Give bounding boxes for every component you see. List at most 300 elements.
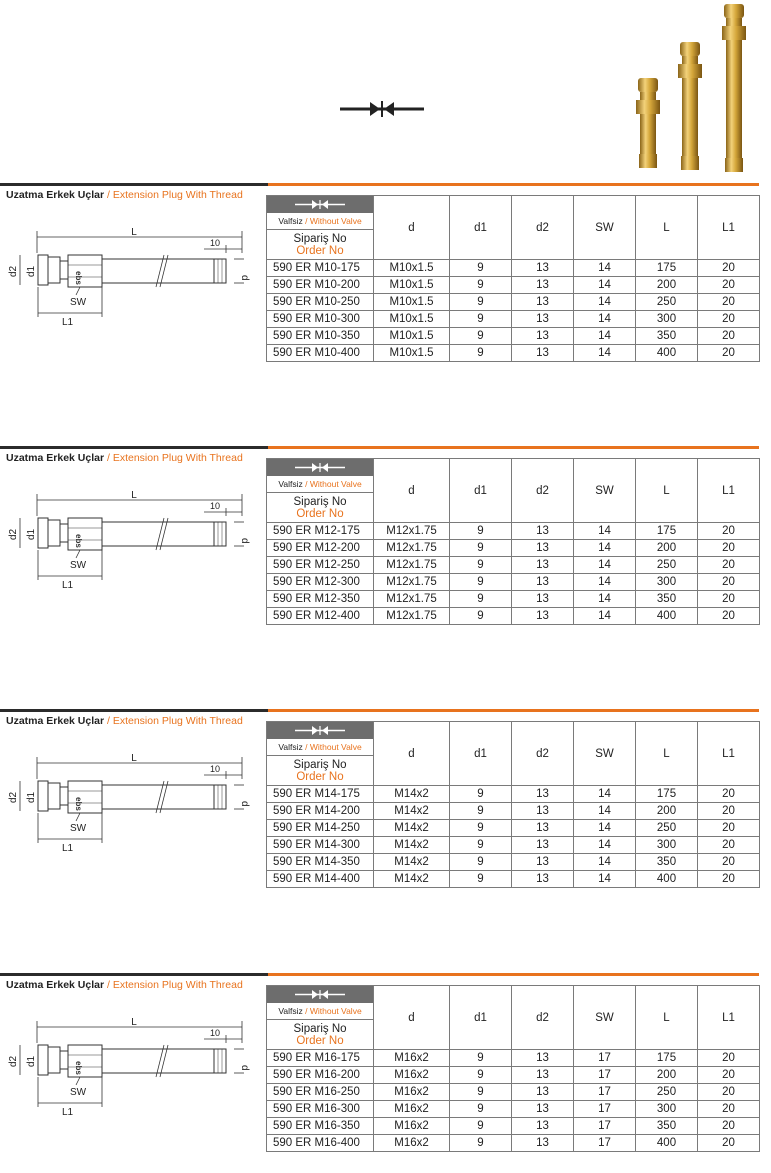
spec-cell: 13 [512,277,574,294]
dim-d-label: d [239,1065,250,1071]
col-header: d1 [450,722,512,786]
spec-cell: M10x1.5 [374,311,450,328]
spec-cell: M16x2 [374,1101,450,1118]
dim-d2-label: d2 [8,528,19,540]
valve-type-label [267,476,373,493]
table-row [267,854,760,871]
order-no-cell: 590 ER M14-300 [267,837,374,854]
spec-cell: 9 [450,1050,512,1067]
valve-tr: Valfsiz [278,1006,303,1016]
spec-cell: 20 [698,871,760,888]
valve-tr: Valfsiz [278,742,303,752]
spec-cell: 20 [698,1084,760,1101]
order-header [267,722,374,786]
spec-cell: 13 [512,1118,574,1135]
spec-cell: M14x2 [374,854,450,871]
spec-cell: M16x2 [374,1050,450,1067]
dim-d2-label: d2 [8,265,19,277]
section-title-separator: / [106,979,110,991]
spec-cell: 20 [698,557,760,574]
spec-cell: 13 [512,1135,574,1152]
col-header: SW [574,459,636,523]
valve-type-label [267,213,373,230]
spec-cell: M12x1.75 [374,574,450,591]
spec-cell: 13 [512,1101,574,1118]
section-title [6,979,243,991]
spec-table [266,458,760,625]
spec-cell: 13 [512,820,574,837]
section-divider-orange [268,446,759,449]
spec-cell: 350 [636,1118,698,1135]
spec-cell: 14 [574,523,636,540]
spec-cell: 20 [698,837,760,854]
spec-cell: M14x2 [374,786,450,803]
dim-d1-label: d1 [26,528,37,540]
technical-drawing [4,223,264,343]
section-divider-dark [0,183,268,186]
valve-en: Without Valve [309,742,362,752]
brand-mark-label: ebs [74,271,83,285]
spec-cell: 175 [636,260,698,277]
dim-10-label: 10 [209,764,221,774]
col-header: d [374,459,450,523]
col-header: d2 [512,722,574,786]
table-row [267,820,760,837]
spec-cell: 13 [512,1084,574,1101]
spec-cell: 300 [636,837,698,854]
spec-cell: 350 [636,591,698,608]
order-no-cell: 590 ER M12-200 [267,540,374,557]
spec-cell: 17 [574,1067,636,1084]
dim-L1-label: L1 [62,317,74,328]
order-tr: Sipariş No [293,496,347,508]
section-title-tr: Uzatma Erkek Uçlar [6,452,105,464]
brand-mark-label: ebs [74,797,83,811]
dim-SW-label: SW [70,560,87,571]
spec-cell: M14x2 [374,871,450,888]
spec-cell: 14 [574,871,636,888]
spec-cell: 13 [512,591,574,608]
spec-cell: 9 [450,345,512,362]
spec-cell: 9 [450,1067,512,1084]
spec-cell: 200 [636,803,698,820]
col-header: L [636,986,698,1050]
spec-cell: 14 [574,837,636,854]
spec-cell: 350 [636,854,698,871]
spec-table [266,195,760,362]
section-divider-dark [0,709,268,712]
section-divider-orange [268,709,759,712]
spec-cell: M10x1.5 [374,260,450,277]
table-row [267,1050,760,1067]
table-row [267,260,760,277]
col-header: d1 [450,986,512,1050]
brand-mark-label: ebs [74,1061,83,1075]
spec-cell: 14 [574,557,636,574]
spec-cell: 9 [450,820,512,837]
spec-cell: 400 [636,1135,698,1152]
table-row [267,1067,760,1084]
spec-cell: 9 [450,311,512,328]
dim-d2-label: d2 [8,1055,19,1067]
spec-cell: M14x2 [374,820,450,837]
dim-d1-label: d1 [26,791,37,803]
table-row [267,277,760,294]
dim-L-label: L [131,490,137,501]
coupling-symbol-icon [340,98,424,120]
col-header: SW [574,986,636,1050]
spec-cell: 13 [512,523,574,540]
table-row [267,294,760,311]
spec-cell: 20 [698,294,760,311]
order-no-cell: 590 ER M10-350 [267,328,374,345]
table-row [267,523,760,540]
spec-cell: 13 [512,328,574,345]
spec-cell: 9 [450,1118,512,1135]
order-no-cell: 590 ER M14-400 [267,871,374,888]
order-header [267,459,374,523]
spec-cell: 20 [698,260,760,277]
dim-d-label: d [239,538,250,544]
coupling-symbol-icon [295,989,345,1000]
valve-sep: / [305,479,308,489]
section-title-tr: Uzatma Erkek Uçlar [6,979,105,991]
valve-sep: / [305,216,308,226]
spec-cell: 20 [698,1101,760,1118]
table-row [267,574,760,591]
spec-cell: M10x1.5 [374,294,450,311]
spec-cell: M12x1.75 [374,608,450,625]
section-title-en: Extension Plug With Thread [112,189,243,201]
technical-drawing [4,749,264,869]
valve-sep: / [305,1006,308,1016]
col-header: d [374,722,450,786]
spec-cell: 9 [450,608,512,625]
spec-cell: 300 [636,1101,698,1118]
spec-cell: 9 [450,328,512,345]
spec-cell: 250 [636,1084,698,1101]
order-no-cell: 590 ER M10-250 [267,294,374,311]
spec-cell: 17 [574,1101,636,1118]
spec-cell: 13 [512,311,574,328]
spec-cell: 9 [450,854,512,871]
spec-cell: 20 [698,1118,760,1135]
order-no-label [267,493,373,522]
spec-table-body [267,260,760,362]
table-row [267,608,760,625]
spec-cell: 20 [698,820,760,837]
spec-cell: M12x1.75 [374,540,450,557]
valve-type-label [267,1003,373,1020]
spec-cell: 200 [636,540,698,557]
col-header: d1 [450,196,512,260]
spec-cell: 13 [512,786,574,803]
spec-cell: 13 [512,1050,574,1067]
technical-drawing [4,486,264,606]
brand-mark-label: ebs [74,534,83,548]
table-row [267,1101,760,1118]
section-divider-dark [0,446,268,449]
spec-cell: 20 [698,540,760,557]
spec-cell: 400 [636,345,698,362]
order-no-cell: 590 ER M10-400 [267,345,374,362]
order-no-cell: 590 ER M16-200 [267,1067,374,1084]
spec-cell: 14 [574,786,636,803]
order-no-cell: 590 ER M12-400 [267,608,374,625]
spec-cell: 9 [450,871,512,888]
product-section [0,709,771,909]
spec-cell: M16x2 [374,1084,450,1101]
order-no-label [267,756,373,785]
spec-table-body [267,786,760,888]
spec-cell: M10x1.5 [374,277,450,294]
product-section [0,446,771,646]
spec-table [266,721,760,888]
valve-en: Without Valve [309,1006,362,1016]
spec-cell: M12x1.75 [374,591,450,608]
order-tr: Sipariş No [293,233,347,245]
table-row [267,871,760,888]
spec-cell: 13 [512,345,574,362]
spec-cell: 175 [636,523,698,540]
spec-cell: 20 [698,608,760,625]
spec-table [266,985,760,1152]
medium-plug-image [678,42,702,170]
spec-cell: 20 [698,277,760,294]
spec-cell: 250 [636,557,698,574]
spec-cell: 13 [512,854,574,871]
table-row [267,1084,760,1101]
spec-cell: 13 [512,260,574,277]
dim-SW-label: SW [70,297,87,308]
section-title [6,715,243,727]
table-row [267,311,760,328]
table-row [267,1118,760,1135]
spec-cell: 14 [574,591,636,608]
order-en: Order No [296,771,344,783]
table-row [267,591,760,608]
spec-cell: M16x2 [374,1118,450,1135]
valve-tr: Valfsiz [278,479,303,489]
spec-cell: 14 [574,277,636,294]
valve-sep: / [305,742,308,752]
table-row [267,345,760,362]
table-row [267,803,760,820]
dim-L1-label: L1 [62,580,74,591]
section-title [6,452,243,464]
spec-cell: 9 [450,294,512,311]
section-title-en: Extension Plug With Thread [112,452,243,464]
spec-cell: 9 [450,591,512,608]
col-header: d2 [512,459,574,523]
spec-cell: 20 [698,345,760,362]
spec-cell: M10x1.5 [374,328,450,345]
section-title-tr: Uzatma Erkek Uçlar [6,189,105,201]
order-en: Order No [296,1035,344,1047]
valve-type-label [267,739,373,756]
spec-cell: 13 [512,294,574,311]
spec-cell: 13 [512,540,574,557]
section-title [6,189,243,201]
spec-cell: 14 [574,328,636,345]
valve-en: Without Valve [309,479,362,489]
short-plug-image [636,78,660,168]
long-plug-image [722,4,746,172]
order-no-cell: 590 ER M16-400 [267,1135,374,1152]
col-header: SW [574,196,636,260]
dim-SW-label: SW [70,823,87,834]
section-title-en: Extension Plug With Thread [112,715,243,727]
spec-cell: 200 [636,277,698,294]
spec-cell: M14x2 [374,837,450,854]
section-title-separator: / [106,715,110,727]
spec-cell: 20 [698,1135,760,1152]
dim-d2-label: d2 [8,791,19,803]
spec-cell: 20 [698,523,760,540]
valve-tr: Valfsiz [278,216,303,226]
spec-cell: M16x2 [374,1067,450,1084]
coupling-symbol-icon [295,199,345,210]
order-header [267,986,374,1050]
table-row [267,540,760,557]
col-header: L1 [698,986,760,1050]
spec-cell: 13 [512,574,574,591]
coupling-symbol-icon [295,462,345,473]
spec-cell: M12x1.75 [374,523,450,540]
spec-cell: 13 [512,871,574,888]
spec-cell: 17 [574,1050,636,1067]
section-divider-orange [268,973,759,976]
spec-cell: 300 [636,574,698,591]
spec-cell: 14 [574,854,636,871]
spec-cell: 13 [512,557,574,574]
col-header: L1 [698,196,760,260]
spec-cell: 13 [512,837,574,854]
col-header: L [636,196,698,260]
spec-cell: 20 [698,803,760,820]
spec-cell: 9 [450,277,512,294]
spec-cell: 250 [636,820,698,837]
spec-cell: 9 [450,260,512,277]
col-header: d1 [450,459,512,523]
section-title-separator: / [106,452,110,464]
spec-cell: 200 [636,1067,698,1084]
spec-cell: 14 [574,260,636,277]
technical-drawing [4,1013,264,1133]
col-header: L1 [698,722,760,786]
col-header: L [636,722,698,786]
section-title-separator: / [106,189,110,201]
spec-cell: 400 [636,608,698,625]
order-no-cell: 590 ER M16-300 [267,1101,374,1118]
valve-symbol-bar [267,196,373,213]
spec-cell: 20 [698,1067,760,1084]
spec-cell: 250 [636,294,698,311]
valve-en: Without Valve [309,216,362,226]
order-no-cell: 590 ER M12-175 [267,523,374,540]
order-no-cell: 590 ER M10-175 [267,260,374,277]
col-header: d [374,986,450,1050]
spec-cell: 20 [698,574,760,591]
spec-cell: 20 [698,854,760,871]
spec-cell: 9 [450,574,512,591]
order-no-cell: 590 ER M14-175 [267,786,374,803]
spec-cell: M16x2 [374,1135,450,1152]
spec-cell: 9 [450,523,512,540]
section-divider-dark [0,973,268,976]
spec-cell: 13 [512,803,574,820]
spec-cell: 9 [450,803,512,820]
table-row [267,786,760,803]
section-title-tr: Uzatma Erkek Uçlar [6,715,105,727]
dim-L1-label: L1 [62,843,74,854]
spec-cell: 9 [450,540,512,557]
spec-cell: 14 [574,345,636,362]
order-no-label [267,1020,373,1049]
spec-cell: 14 [574,311,636,328]
product-section [0,183,771,383]
dim-L-label: L [131,227,137,238]
dim-10-label: 10 [209,1028,221,1038]
spec-cell: 17 [574,1084,636,1101]
spec-cell: 20 [698,328,760,345]
col-header: d [374,196,450,260]
table-row [267,557,760,574]
spec-cell: 17 [574,1118,636,1135]
dim-10-label: 10 [209,238,221,248]
order-tr: Sipariş No [293,759,347,771]
dim-d-label: d [239,801,250,807]
spec-cell: 20 [698,591,760,608]
table-row [267,328,760,345]
spec-cell: M14x2 [374,803,450,820]
spec-cell: 14 [574,608,636,625]
order-no-cell: 590 ER M14-250 [267,820,374,837]
spec-cell: 14 [574,540,636,557]
spec-cell: 14 [574,820,636,837]
spec-cell: 9 [450,557,512,574]
spec-cell: 9 [450,837,512,854]
coupling-symbol-icon [295,725,345,736]
spec-cell: 175 [636,1050,698,1067]
order-en: Order No [296,245,344,257]
dim-L-label: L [131,753,137,764]
dim-SW-label: SW [70,1087,87,1098]
order-tr: Sipariş No [293,1023,347,1035]
valve-symbol-bar [267,986,373,1003]
order-no-cell: 590 ER M12-350 [267,591,374,608]
spec-table-body [267,523,760,625]
spec-cell: 20 [698,311,760,328]
spec-table-body [267,1050,760,1152]
order-no-cell: 590 ER M16-250 [267,1084,374,1101]
col-header: d2 [512,986,574,1050]
spec-cell: 13 [512,608,574,625]
col-header: SW [574,722,636,786]
spec-cell: 175 [636,786,698,803]
col-header: L1 [698,459,760,523]
spec-cell: M12x1.75 [374,557,450,574]
dim-L1-label: L1 [62,1107,74,1118]
section-divider-orange [268,183,759,186]
spec-cell: M10x1.5 [374,345,450,362]
dim-d1-label: d1 [26,265,37,277]
spec-cell: 9 [450,786,512,803]
spec-cell: 20 [698,786,760,803]
col-header: d2 [512,196,574,260]
dim-L-label: L [131,1017,137,1028]
dim-d1-label: d1 [26,1055,37,1067]
